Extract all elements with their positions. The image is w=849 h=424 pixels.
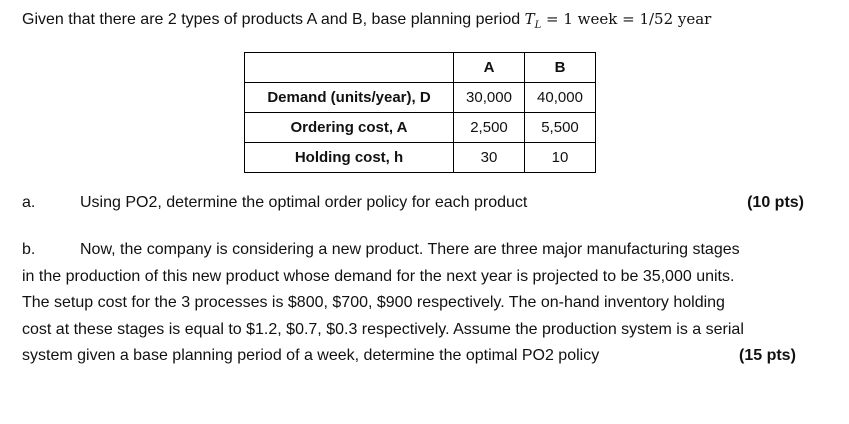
formula-val1: 1 week xyxy=(563,10,618,28)
row-label-demand: Demand (units/year), D xyxy=(245,83,454,113)
table-header-b: B xyxy=(525,53,596,83)
table-row xyxy=(245,113,596,143)
question-a-points: (10 pts) xyxy=(747,194,804,211)
intro-text: Given that there are 2 types of products A and B, base planning period xyxy=(22,11,521,28)
table-header-empty xyxy=(245,53,454,83)
question-b-line xyxy=(22,317,822,344)
question-b-line xyxy=(22,264,822,291)
cell-ordering-b: 5,500 xyxy=(525,113,596,143)
cell-demand-b: 40,000 xyxy=(525,83,596,113)
question-a-text: Using PO2, determine the optimal order policy for each product xyxy=(80,194,528,211)
table-row xyxy=(245,143,596,173)
table-row xyxy=(245,83,596,113)
formula-eq1: = xyxy=(541,10,564,28)
question-b xyxy=(22,237,822,370)
question-b-points: (15 pts) xyxy=(739,347,796,364)
formula-val2: 1/52 year xyxy=(639,10,712,28)
question-b-line-3: The setup cost for the 3 processes is $800, $700, $900 respectively. The on-hand inventory holding xyxy=(22,294,725,311)
product-data-table xyxy=(244,52,596,173)
question-b-line-4: cost at these stages is equal to $1.2, $0.7, $0.3 respectively. Assume the production system is a serial xyxy=(22,320,744,338)
cell-holding-a: 30 xyxy=(454,143,525,173)
question-b-line xyxy=(22,290,822,317)
table-header-a: A xyxy=(454,53,525,83)
table-header-row xyxy=(245,53,596,83)
row-label-ordering: Ordering cost, A xyxy=(245,113,454,143)
row-label-holding: Holding cost, h xyxy=(245,143,454,173)
question-b-line-2: in the production of this new product whose demand for the next year is projected to be 35,000 units. xyxy=(22,267,735,285)
cell-holding-b: 10 xyxy=(525,143,596,173)
cell-ordering-a: 2,500 xyxy=(454,113,525,143)
formula-eq2: = xyxy=(617,10,640,28)
formula-T: T xyxy=(524,10,535,28)
planning-period-formula xyxy=(524,10,712,31)
formula-sub: L xyxy=(534,20,542,31)
cell-demand-a: 30,000 xyxy=(454,83,525,113)
question-a-letter: a. xyxy=(22,194,36,211)
question-b-letter: b. xyxy=(22,241,36,258)
question-b-line xyxy=(22,237,822,264)
problem-intro xyxy=(22,10,711,31)
question-b-line xyxy=(22,343,822,370)
question-b-line-1: Now, the company is considering a new product. There are three major manufacturing stages xyxy=(80,241,740,258)
question-b-line-5: system given a base planning period of a week, determine the optimal PO2 policy xyxy=(22,347,600,364)
